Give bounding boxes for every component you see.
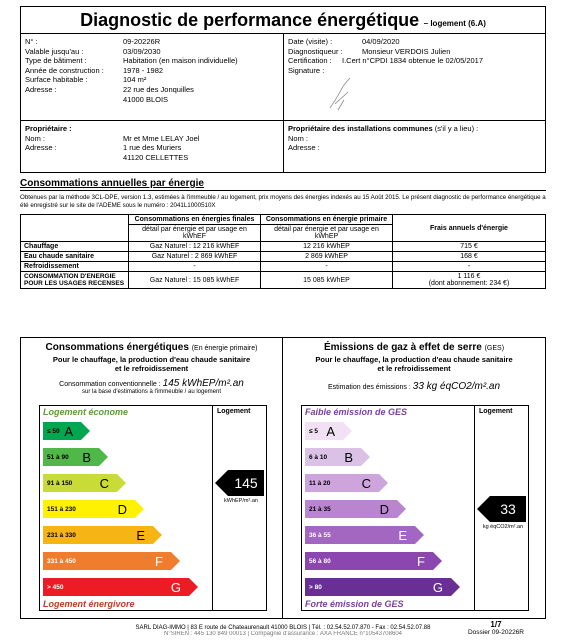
table-cell: 15 085 kWhEP bbox=[261, 272, 393, 289]
table-row bbox=[21, 262, 546, 272]
footer-legal: N°SIREN : 445 130 849 00013 | Compagnie d'assurance : AXA FRANCE n°10543708604 bbox=[164, 631, 402, 637]
ges-desc: Pour le chauffage, la production d'eau chaude sanitaire et le refroidissement bbox=[315, 355, 513, 373]
marker-unit: kg éqCO2/m².an bbox=[482, 524, 524, 530]
class-letter: A bbox=[326, 423, 335, 439]
info-row bbox=[25, 95, 279, 105]
total-cost: 1 116 € bbox=[457, 273, 481, 280]
class-letter: G bbox=[170, 579, 181, 595]
table-header-cell: Consommations en énergie primaire bbox=[261, 215, 393, 225]
class-range: 91 à 150 bbox=[47, 479, 73, 487]
table-cell: Chauffage bbox=[21, 242, 129, 252]
info-row bbox=[288, 124, 543, 134]
panel-title bbox=[283, 342, 545, 355]
class-letter: G bbox=[432, 579, 443, 595]
info-row bbox=[25, 37, 279, 47]
energy-stat-note: sur la base d'estimations à l'immeuble / au logement bbox=[81, 389, 222, 395]
info-row bbox=[288, 134, 543, 144]
energy-title-suffix: (En énergie primaire) bbox=[191, 345, 258, 352]
table-cell bbox=[393, 272, 546, 289]
class-range: > 450 bbox=[47, 583, 64, 591]
info-value: 104 m² bbox=[123, 75, 147, 85]
info-label: Date (visite) : bbox=[288, 37, 333, 46]
table-cell: CONSOMMATION D'ENERGIE POUR LES USAGES RECENSES bbox=[21, 272, 129, 289]
table-cell: - bbox=[393, 262, 546, 272]
class-range: 56 à 80 bbox=[309, 557, 331, 565]
info-row bbox=[25, 66, 279, 76]
info-row bbox=[288, 143, 543, 153]
class-bar-f bbox=[305, 552, 433, 570]
info-row bbox=[25, 153, 279, 163]
info-row bbox=[25, 56, 279, 66]
gauge-bottom-label: Forte émission de GES bbox=[305, 599, 404, 609]
info-value: Habitation (en maison individuelle) bbox=[123, 56, 238, 66]
ges-title-suffix: (GES) bbox=[484, 345, 505, 352]
info-label: Adresse : bbox=[25, 84, 57, 94]
class-bar-tip bbox=[397, 500, 406, 518]
class-bar-tip bbox=[343, 422, 352, 440]
class-letter: A bbox=[64, 423, 73, 439]
marker-value: 145 bbox=[234, 475, 258, 491]
document-subtitle: – logement (6.A) bbox=[423, 19, 486, 28]
class-bar-d bbox=[43, 500, 135, 518]
class-letter: D bbox=[379, 501, 389, 517]
table-cell: Gaz Naturel : 12 216 kWhEF bbox=[129, 242, 261, 252]
info-value: 03/09/2030 bbox=[123, 46, 161, 56]
footer bbox=[20, 614, 546, 637]
document-title-box bbox=[20, 6, 546, 34]
table-header-cell: Frais annuels d'énergie bbox=[393, 215, 546, 242]
common-owner-heading-suffix: (s'il y a lieu) : bbox=[434, 124, 479, 133]
consumption-table bbox=[20, 214, 546, 289]
ges-panel bbox=[283, 337, 546, 619]
class-bar-tip bbox=[117, 474, 126, 492]
dossier-number: Dossier 09-20226R bbox=[467, 629, 524, 636]
class-bar-f bbox=[43, 552, 171, 570]
info-label: Signature : bbox=[288, 65, 325, 75]
class-bar-g bbox=[305, 578, 451, 596]
table-cell: 12 216 kWhEP bbox=[261, 242, 393, 252]
marker-unit: kWhEP/m².an bbox=[224, 498, 258, 504]
class-bar-g bbox=[43, 578, 189, 596]
class-bar-e bbox=[43, 526, 153, 544]
info-row bbox=[288, 56, 543, 66]
info-label: N° : bbox=[25, 37, 38, 46]
table-header-row bbox=[21, 215, 546, 225]
info-label: Type de bâtiment : bbox=[25, 56, 87, 66]
class-range: 21 à 35 bbox=[309, 505, 331, 513]
class-bar-a bbox=[43, 422, 81, 440]
energy-stat bbox=[21, 378, 282, 389]
info-label bbox=[25, 95, 123, 105]
gauge-column-label: Logement bbox=[479, 408, 513, 415]
class-bar-e bbox=[305, 526, 415, 544]
class-letter: E bbox=[398, 527, 407, 543]
document-title: Diagnostic de performance énergétique bbox=[80, 10, 420, 30]
class-letter: F bbox=[155, 553, 163, 569]
panel-title bbox=[21, 342, 282, 355]
info-value: 04/09/2020 bbox=[362, 37, 400, 46]
class-bar-tip bbox=[171, 552, 180, 570]
table-cell: Gaz Naturel : 15 085 kWhEF bbox=[129, 272, 261, 289]
info-label: Diagnostiqueur : bbox=[288, 46, 343, 56]
class-bar-tip bbox=[361, 448, 370, 466]
energy-stat-value: 145 kWhEP/m².an bbox=[162, 378, 244, 389]
gauge-divider bbox=[212, 406, 213, 610]
class-bar-b bbox=[43, 448, 99, 466]
class-bar-tip bbox=[189, 578, 198, 596]
class-bar-a bbox=[305, 422, 343, 440]
rating-marker bbox=[228, 470, 264, 496]
info-label: Adresse : bbox=[288, 143, 320, 153]
info-value: 1 rue des Muriers bbox=[123, 143, 182, 153]
info-row bbox=[25, 47, 279, 57]
info-label bbox=[25, 153, 123, 163]
info-label: Année de construction : bbox=[25, 65, 104, 75]
gauge-top-label: Logement économe bbox=[43, 407, 129, 417]
marker-arrow bbox=[477, 496, 490, 522]
signature-image bbox=[326, 74, 356, 114]
info-value: 41000 BLOIS bbox=[123, 94, 169, 104]
ges-stat-label: Estimation des émissions : bbox=[327, 384, 411, 391]
info-value: I.Cert n°CPDI 1834 obtenue le 02/05/2017 bbox=[342, 56, 484, 66]
ges-stat-value: 33 kg éqCO2/m².an bbox=[412, 381, 501, 392]
common-owner-info bbox=[284, 121, 547, 173]
info-value: 41120 CELLETTES bbox=[123, 152, 189, 162]
table-cell: - bbox=[261, 262, 393, 272]
info-value: Mr et Mme LELAY Joel bbox=[123, 133, 200, 143]
marker-value: 33 bbox=[500, 501, 516, 517]
rating-marker bbox=[490, 496, 526, 522]
table-cell: - bbox=[129, 262, 261, 272]
class-bar-tip bbox=[415, 526, 424, 544]
class-bar-tip bbox=[433, 552, 442, 570]
info-row bbox=[288, 37, 543, 47]
class-range: > 80 bbox=[309, 583, 322, 591]
info-row bbox=[25, 75, 279, 85]
class-bar-d bbox=[305, 500, 397, 518]
info-label: Surface habitable : bbox=[25, 75, 88, 85]
info-row bbox=[25, 85, 279, 95]
owner-info bbox=[21, 121, 284, 173]
class-bar-tip bbox=[99, 448, 108, 466]
class-bar-tip bbox=[451, 578, 460, 596]
diagnostic-info bbox=[284, 34, 547, 121]
class-letter: F bbox=[417, 553, 425, 569]
class-range: 36 à 55 bbox=[309, 531, 331, 539]
class-bar-tip bbox=[81, 422, 90, 440]
property-info bbox=[21, 34, 284, 121]
class-bar-tip bbox=[153, 526, 162, 544]
info-label: Nom : bbox=[25, 133, 46, 143]
class-letter: B bbox=[82, 449, 91, 465]
energy-gauge bbox=[39, 405, 267, 611]
table-cell: 168 € bbox=[393, 252, 546, 262]
gauge-column-label: Logement bbox=[217, 408, 251, 415]
section-divider bbox=[20, 190, 546, 191]
info-row bbox=[25, 143, 279, 153]
common-owner-heading: Propriétaire des installations communes bbox=[288, 124, 433, 133]
total-cost-note: (dont abonnement: 234 €) bbox=[428, 280, 510, 287]
table-total-row bbox=[21, 272, 546, 289]
owner-heading: Propriétaire : bbox=[25, 124, 72, 133]
class-range: 231 à 330 bbox=[47, 531, 76, 539]
info-label: Adresse : bbox=[25, 143, 57, 153]
class-range: 11 à 20 bbox=[309, 479, 331, 487]
class-letter: D bbox=[117, 501, 127, 517]
page-number: 1/7 bbox=[490, 620, 502, 629]
table-header-cell bbox=[21, 225, 129, 242]
table-cell: 2 869 kWhEP bbox=[261, 252, 393, 262]
class-letter: C bbox=[99, 475, 109, 491]
class-letter: E bbox=[136, 527, 145, 543]
table-cell: Gaz Naturel : 2 869 kWhEF bbox=[129, 252, 261, 262]
info-value: 09-20226R bbox=[123, 37, 161, 46]
info-label: Certification : bbox=[288, 56, 332, 66]
class-bar-b bbox=[305, 448, 361, 466]
table-header-cell: Consommations en énergies finales bbox=[129, 215, 261, 225]
table-cell: Eau chaude sanitaire bbox=[21, 252, 129, 262]
class-range: ≤ 50 bbox=[47, 427, 60, 435]
info-value: 1978 - 1982 bbox=[123, 65, 164, 75]
page-info bbox=[468, 620, 524, 636]
energy-desc: Pour le chauffage, la production d'eau chaude sanitaire et le refroidissement bbox=[52, 355, 251, 373]
class-range: 151 à 230 bbox=[47, 505, 76, 513]
table-cell: Refroidissement bbox=[21, 262, 129, 272]
class-letter: C bbox=[361, 475, 371, 491]
gauge-bottom-label: Logement énergivore bbox=[43, 599, 135, 609]
class-range: 51 à 90 bbox=[47, 453, 69, 461]
energy-panel bbox=[20, 337, 283, 619]
gauge-top-label: Faible émission de GES bbox=[305, 407, 408, 417]
info-value: 22 rue des Jonquilles bbox=[123, 84, 194, 94]
info-label: Valable jusqu'au : bbox=[25, 46, 84, 56]
class-bar-c bbox=[305, 474, 379, 492]
info-row bbox=[288, 47, 543, 57]
class-bar-tip bbox=[379, 474, 388, 492]
section-title: Consommations annuelles par énergie bbox=[20, 178, 204, 189]
class-range: 331 à 450 bbox=[47, 557, 76, 565]
energy-title: Consommations énergétiques bbox=[45, 342, 189, 353]
table-row bbox=[21, 252, 546, 262]
table-header-cell bbox=[21, 215, 129, 225]
class-bar-tip bbox=[135, 500, 144, 518]
table-cell: 715 € bbox=[393, 242, 546, 252]
ges-title: Émissions de gaz à effet de serre bbox=[323, 342, 482, 353]
info-label: Nom : bbox=[288, 133, 309, 143]
table-subheader-cell: détail par énergie et par usage en kWhEF bbox=[129, 225, 261, 242]
class-letter: B bbox=[344, 449, 353, 465]
gauge-divider bbox=[474, 406, 475, 610]
info-value: Monsieur VERDOIS Julien bbox=[362, 46, 451, 56]
class-range: 6 à 10 bbox=[309, 453, 328, 461]
info-block bbox=[20, 34, 546, 121]
footer-company: SARL DIAG-IMMO | 83 E route de Chateaurenault 41000 BLOIS | Tél. : 02.54.52.07.870 - Fax : 02.54.52.07.88 bbox=[135, 625, 431, 631]
table-subheader-cell: détail par énergie et par usage en kWhEP bbox=[261, 225, 393, 242]
ges-gauge bbox=[301, 405, 529, 611]
ges-stat bbox=[283, 381, 545, 392]
class-range: ≤ 5 bbox=[309, 427, 318, 435]
info-row bbox=[25, 134, 279, 144]
class-bar-c bbox=[43, 474, 117, 492]
owners-block bbox=[20, 121, 546, 173]
marker-arrow bbox=[215, 470, 228, 496]
table-row bbox=[21, 242, 546, 252]
method-note: Obtenues par la méthode 3CL-DPE, version 1.3, estimées à l'immeuble / au logement, prix moyens des énergies indexés au 15 Août 2015. Le présent diagnostic de performance énergétique a été enregistré sur le site de l'ADEME sous le numéro : 2041L1000510X bbox=[20, 194, 546, 209]
energy-stat-label: Consommation conventionnelle : bbox=[59, 381, 161, 388]
